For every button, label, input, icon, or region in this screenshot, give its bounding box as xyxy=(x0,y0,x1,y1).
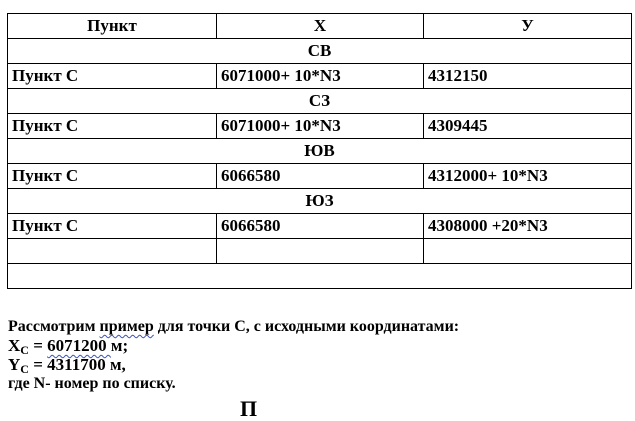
spellcheck-word: пример xyxy=(99,318,154,335)
table-row xyxy=(8,114,632,139)
group-title-row xyxy=(8,189,632,214)
group-title: ЮВ xyxy=(8,139,632,164)
table-header-row xyxy=(8,14,632,39)
cell-y: 4309445 xyxy=(424,114,632,139)
group-title-row xyxy=(8,39,632,64)
cell-y: 4308000 +20*N3 xyxy=(424,214,632,239)
example-notes xyxy=(8,317,459,393)
cell-x: 6066580 xyxy=(217,214,424,239)
table-row xyxy=(8,214,632,239)
group-title-row xyxy=(8,89,632,114)
notes-line-legend: где N- номер по списку. xyxy=(8,375,176,392)
notes-line-x: $X_C = 6071200$ м; xyxy=(8,336,129,357)
table-row xyxy=(8,164,632,189)
coordinates-table xyxy=(7,13,632,289)
cell-y: 4312000+ 10*N3 xyxy=(424,164,632,189)
notes-line-intro: Рассмотрим пример для точки С, с исходными координатами: xyxy=(8,318,460,335)
cell-y: 4312150 xyxy=(424,64,632,89)
cell-point: Пункт С xyxy=(8,114,217,139)
cell-x: 6071000+ 10*N3 xyxy=(217,64,424,89)
empty-cell xyxy=(8,264,632,289)
empty-merged-row xyxy=(8,264,632,289)
table-row xyxy=(8,64,632,89)
x-value: 6071200 xyxy=(47,336,111,355)
header-x: X xyxy=(217,14,424,39)
header-point: Пункт xyxy=(8,14,217,39)
group-title: СВ xyxy=(8,39,632,64)
empty-cell xyxy=(424,239,632,264)
empty-cell xyxy=(8,239,217,264)
cell-point: Пункт С xyxy=(8,64,217,89)
header-y: У xyxy=(424,14,632,39)
empty-cell xyxy=(217,239,424,264)
empty-row xyxy=(8,239,632,264)
group-title: СЗ xyxy=(8,89,632,114)
group-title-row xyxy=(8,139,632,164)
cell-x: 6071000+ 10*N3 xyxy=(217,114,424,139)
group-title: ЮЗ xyxy=(8,189,632,214)
cell-point: Пункт С xyxy=(8,214,217,239)
notes-line-y: $Y_C = 4311700$ м, xyxy=(8,355,126,376)
cell-point: Пункт С xyxy=(8,164,217,189)
cut-off-heading-fragment: П xyxy=(240,396,258,421)
cell-x: 6066580 xyxy=(217,164,424,189)
